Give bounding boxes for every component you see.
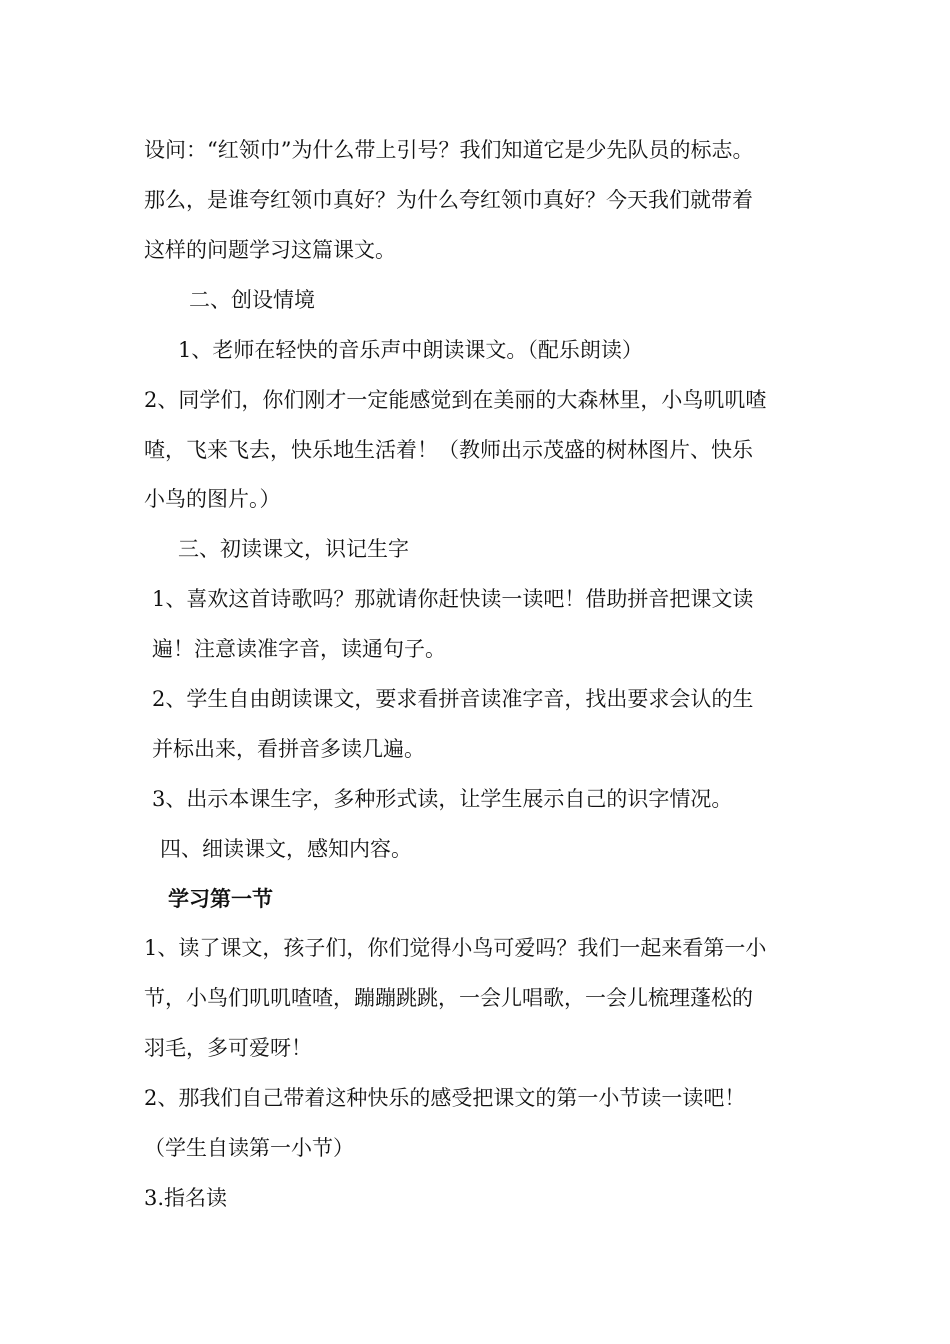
paragraph-line: 小鸟的图片。）	[144, 487, 281, 511]
paragraph-line: 3、出示本课生字，多种形式读，让学生展示自己的识字情况。	[152, 787, 733, 811]
paragraph-line: 羽毛，多可爱呀！	[144, 1036, 312, 1060]
paragraph-line: （学生自读第一小节）	[144, 1136, 354, 1160]
section-heading: 二、创设情境	[189, 288, 315, 312]
paragraph-line: 2、同学们，你们刚才一定能感觉到在美丽的大森林里，小鸟叽叽喳	[144, 388, 767, 412]
paragraph-line: 1、喜欢这首诗歌吗？那就请你赶快读一读吧！借助拼音把课文读	[152, 587, 754, 611]
paragraph-line: 遍！注意读准字音，读通句子。	[152, 637, 446, 661]
paragraph-line: 那么，是谁夸红领巾真好？为什么夸红领巾真好？今天我们就带着	[144, 188, 753, 212]
paragraph-line: 3.指名读	[144, 1186, 228, 1210]
paragraph-line: 1、读了课文，孩子们，你们觉得小鸟可爱吗？我们一起来看第一小	[144, 936, 767, 960]
section-heading: 三、初读课文，识记生字	[178, 537, 409, 561]
paragraph-line: 并标出来，看拼音多读几遍。	[152, 737, 425, 761]
paragraph-line: 这样的问题学习这篇课文。	[144, 238, 396, 262]
paragraph-line: 节，小鸟们叽叽喳喳，蹦蹦跳跳，一会儿唱歌，一会儿梳理蓬松的	[144, 986, 753, 1010]
section-heading: 四、细读课文，感知内容。	[160, 837, 412, 861]
subsection-heading: 学习第一节	[168, 886, 273, 911]
paragraph-line: 1、老师在轻快的音乐声中朗读课文。（配乐朗读）	[178, 338, 643, 362]
paragraph-line: 2、那我们自己带着这种快乐的感受把课文的第一小节读一读吧！	[144, 1086, 746, 1110]
paragraph-line: 喳，飞来飞去，快乐地生活着！（教师出示茂盛的树林图片、快乐	[144, 438, 753, 462]
paragraph-line: 2、学生自由朗读课文，要求看拼音读准字音，找出要求会认的生	[152, 687, 754, 711]
paragraph-line: 设问：“红领巾”为什么带上引号？我们知道它是少先队员的标志。	[144, 138, 754, 162]
